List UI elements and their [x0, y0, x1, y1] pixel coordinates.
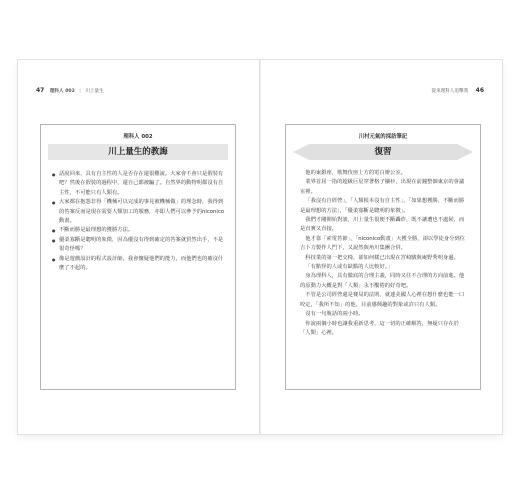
left-running-header — [36, 87, 104, 94]
list-item: ● 不斷而勝是最理想的獲勝方法。 — [59, 226, 225, 235]
paragraph: 不管是公司經營還是賽局的法則，就連美國人心裡在想什麼也能一口咬定，「我所不知」的他，目前感興趣的對象或許只有人類。 — [300, 292, 465, 308]
right-title: 復習 — [374, 147, 392, 157]
right-page-number: 46 — [475, 87, 484, 94]
paragraph: 「我沒有自經營」，「人類根本沒有自主性」，「如果想獲勝，不斷而勝是最理想的方法」，「優柔寡斷是聰明的象徵」。 — [300, 198, 465, 214]
right-running-header — [431, 87, 484, 94]
left-content-frame — [40, 124, 236, 390]
review-text — [286, 169, 480, 338]
left-title-band — [48, 144, 228, 160]
right-running-header-title: 從來理科人追擊我 — [431, 89, 469, 94]
left-running-header-title: 理科人 002 — [49, 89, 75, 94]
paragraph: 「有點怪的人或有缺點的人比較好。」 — [305, 264, 393, 271]
paragraph: 科技業的第一把交椅，卻如何樣已出現在宮崎駿與庵野秀明身邊。 — [305, 254, 459, 261]
paragraph: 你說兩個小時也讓我重新思考，這一切的正確解答，無疑只存在於「人類」心裡。 — [300, 320, 459, 336]
paragraph: 身為理科人，具有徹底的合理主義，同時又往不合理的方向前進。他的原動力大概是對「人類」永不饜倦的好奇吧。 — [300, 273, 465, 289]
left-title: 川上量生的教誨 — [108, 147, 168, 157]
header-separator: | — [79, 89, 81, 94]
right-title-band — [293, 144, 473, 160]
right-kicker: 川村元氣的採訪筆記 — [358, 134, 408, 140]
right-content-frame — [285, 124, 481, 390]
list-item: ● 大家都在抱怨非得「機械可以完成的事見被機械做」的理念時，我得到的答案反而是現在需要人類加工的服務，亦即人們可以參予的niconico動畫。 — [59, 198, 225, 226]
list-item: ● 優柔寡斷是聰明的象徵，因為優沒有得到確定的答案就貿然出手，不是很奇怪嗎？ — [59, 236, 225, 255]
teaching-list — [41, 170, 235, 273]
left-kicker: 理科人 002 — [123, 134, 153, 140]
paragraph: 我們才剛開始對談，川上量生很便不斷轟炸，既不讓遭也不處候，而是直實又直接。 — [300, 217, 465, 233]
paragraph: 沒有一句脫話的兩小時。 — [305, 311, 364, 318]
left-page-number: 47 — [36, 87, 45, 94]
paragraph: 他的東銀座，歌舞伎座上方的電白辦公室。 — [305, 170, 406, 176]
list-item: ● 話說回來，具有自主性的人是否存在還很難說。大家會不會只是假裝有吧？然後在假裝的過程中，還自己都被騙了。自然界的動物明都沒有自主性，不可能只有人類有。 — [59, 170, 225, 198]
left-page — [18, 60, 259, 434]
paragraph: 他才靠「索電答節」，「niconico動畫」大獲全勝，卻以學徒身分到位吉卜力製作人門下，又說然與角川集團合併。 — [300, 235, 465, 252]
left-running-header-subtitle: 川上量生 — [85, 89, 104, 94]
right-page — [261, 60, 502, 434]
paragraph: 業界首屈一指的超級巨星穿著格子襯衫，出現在前鐘整個東京的會議室裡。 — [300, 179, 465, 195]
list-item: ● 像是遊戲設計的程式設計師，我會懷疑他們的能力，而他們也的確沒什麼了不起的。 — [59, 255, 225, 274]
